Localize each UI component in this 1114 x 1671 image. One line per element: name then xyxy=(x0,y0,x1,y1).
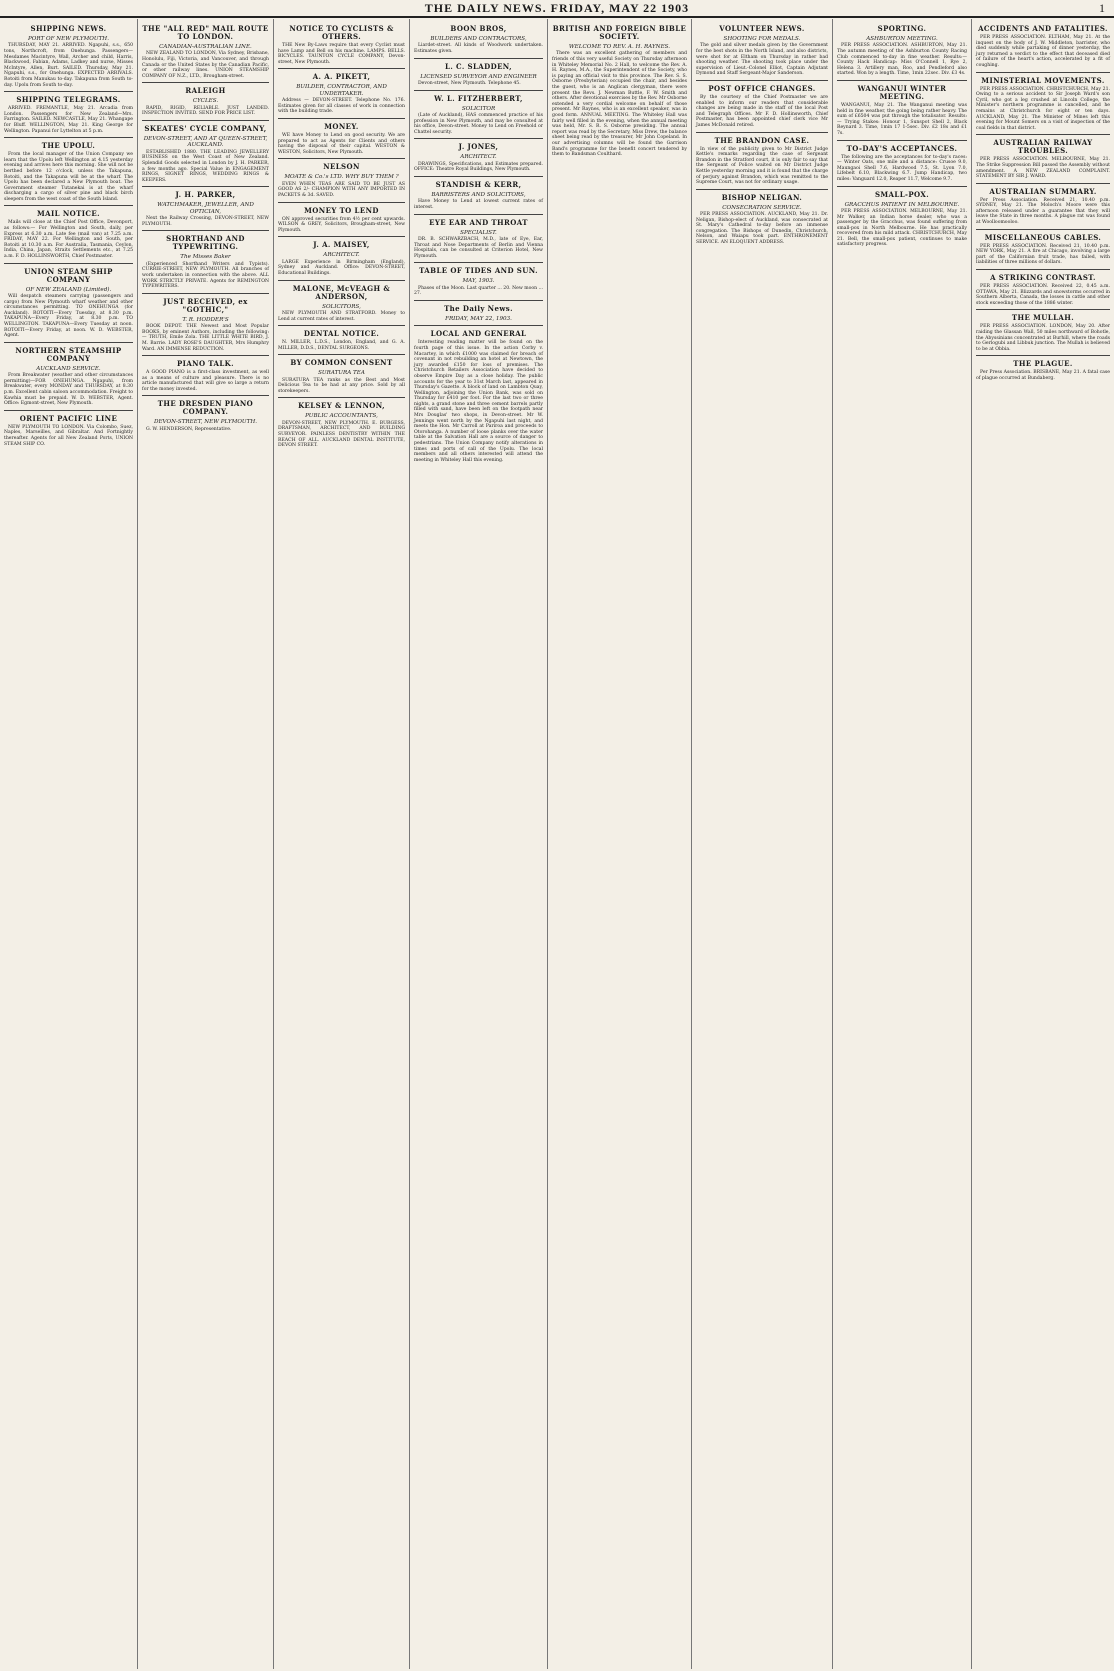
section-divider xyxy=(837,80,967,81)
section-divider xyxy=(976,134,1110,135)
article-body: The gold and silver medals given by the Government for the best shots in the North Island, and also districts, were shot for at Eltham on Thursday in rather bad shooting weather. The shooting took place under the supervision of Lieut.-Colonel Elliot, Captain Adjutant Dymond and Staff Sergeant-Major Sanderson. xyxy=(696,43,828,77)
article xyxy=(4,137,133,202)
article-subheading: LICENSED SURVEYOR AND ENGINEER xyxy=(420,73,537,80)
article-subheading: CONSECRATION SERVICE. xyxy=(722,204,802,211)
article-body: From the local manager of the Union Company we learn that the Upolu left Wellington at 4.15 yesterday evening and arrives here this morning. She will not be berthed before 12 o'clock, unless the Takapuna, Rotoiti, and the Takapuna will be at the wharf. The Upolu has been declared a New Plymouth boat. The Government steamer Tutanekai is at the wharf discharging a cargo of silver pine and black birch sleepers from the west coast of the South Island. xyxy=(4,152,133,202)
article xyxy=(696,80,828,129)
section-divider xyxy=(414,214,543,215)
article xyxy=(414,25,543,55)
section-divider xyxy=(142,186,269,187)
section-divider xyxy=(278,325,405,326)
article-body: In view of the publicity given to Mr District Judge Kettle's remarks regarding the case of Sergeant Brandon in the Stratford court, it is only fair to say that the Sergeant of Police waited on Mr District Judge Kettle yesterday morning and it is found that the charge of perjury against Brandon, which was remitted to the Supreme Court, was not for ordinary usage. xyxy=(696,146,828,186)
article-subheading: OF NEW ZEALAND (Limited). xyxy=(25,286,112,293)
masthead xyxy=(0,0,1114,18)
section-divider xyxy=(976,72,1110,73)
article-body: SURATURA TEA ranks as the Best and Most Delicious Tea to be had at any price. Sold by all storekeepers. xyxy=(278,377,405,394)
article-subheading: PORT OF NEW PLYMOUTH. xyxy=(28,36,109,42)
article-body: PER PRESS ASSOCIATION. CHRISTCHURCH, May 21. Owing to a serious accident to Sir Joseph Ward's son Cyril, who got a leg crushed at Lincoln College, the Minister's northern programme is cancelled, and he remains at Christchurch for eight or ten days. AUCKLAND, May 21. The Minister of Mines left this evening for Mount Somers on a visit of inspection of the coal fields in that district. xyxy=(976,86,1110,131)
section-divider xyxy=(414,325,543,326)
article-heading: W. L. FITZHERBERT, xyxy=(434,93,523,103)
article xyxy=(414,325,543,463)
article-heading: MAIL NOTICE. xyxy=(37,209,100,219)
article-heading: NOTICE TO CYCLISTS & OTHERS. xyxy=(289,24,394,41)
article-heading: MALONE, McVEAGH & ANDERSON, xyxy=(292,283,391,301)
column-2 xyxy=(138,19,274,1669)
article xyxy=(278,25,405,65)
article-body: Liardet-street. All kinds of Woodwork undertaken. Estimates given. xyxy=(414,43,543,54)
article xyxy=(278,236,405,276)
article-heading: SHORTHAND AND TYPEWRITING. xyxy=(166,234,245,252)
article xyxy=(278,354,405,394)
article-heading: SHIPPING TELEGRAMS. xyxy=(16,95,121,105)
article-heading: MISCELLANEOUS CABLES. xyxy=(984,232,1102,242)
article-body: DR. B. SCHWARZBACH, M.D., late of Eye, Ear, Throat and Nose Departments of Berlin and Vienna Hospitals, can be consulted at Criterion Hotel, New Plymouth. xyxy=(414,236,543,259)
article-subheading: FRIDAY, MAY 22, 1903. xyxy=(445,315,512,322)
section-divider xyxy=(414,176,543,177)
article-subheading: T. R. HODDER'S xyxy=(182,316,229,323)
section-divider xyxy=(278,118,405,119)
article-body: DEVON-STREET, NEW PLYMOUTH. E. BURGESS, DRAFTSMAN, ARCHITECT, AND BUILDING SURVEYOR. PAINLESS DENTISTRY WITHIN THE REACH OF ALL. AUCKLAND DENTAL INSTITUTE, DEVON STREET. xyxy=(278,420,405,449)
section-divider xyxy=(837,140,967,141)
article-body: LARGE Experience in Birmingham (England), Sydney and Auckland. Office: DEVON-STREET, Educational Buildings. xyxy=(278,259,405,276)
article-subheading: ARCHITECT. xyxy=(323,252,360,259)
article-body: (Experienced Shorthand Writers and Typists). CURRIE-STREET, NEW PLYMOUTH. All branches of work undertaken in connection with the above. ALL WORK STRICTLY PRIVATE. Agents for REMINGTON TYPEWRITERS. xyxy=(142,261,269,290)
article xyxy=(976,229,1110,266)
page-number: 1 xyxy=(1099,1,1106,15)
article-body: Devon-street, New Plymouth. Telephone 45. xyxy=(418,81,521,86)
article-heading: MONEY TO LEND xyxy=(304,205,379,215)
article xyxy=(142,120,269,183)
article-heading: LOCAL AND GENERAL xyxy=(430,329,527,339)
article-heading: SKEATES' CYCLE COMPANY, xyxy=(144,123,267,133)
article-heading: TO-DAY'S ACCEPTANCES. xyxy=(846,143,958,153)
article-subheading: BUILDERS AND CONTRACTORS, xyxy=(430,36,527,42)
article xyxy=(142,355,269,392)
article-body: Will despatch steamers carrying (passengers and cargo) from New Plymouth wharf weather and other circumstances permitting. TO ONEHUNGA (for Auckland). ROTOITI—Every Tuesday, at 8.30 p.m. TAKAPUNA—Every Friday, at 8.30 p.m. TO WELLINGTON. TAKAPUNA—Every Tuesday at noon. ROTOITI—Every Friday, at noon. W. D. WEBSTER, Agent. xyxy=(4,294,133,339)
section-divider xyxy=(976,183,1110,184)
article-body: Mails will close at the Chief Post Office, Devonport, as follows:— For Wellington and South, daily, per Express at 6.30 a.m. Late fee (mail van) at 7.25 a.m. FRIDAY, MAY 22. For Wellington and South, per Rotoiti at 10.30 a.m. For Australia, Tasmania, Ceylon, India, China, Japan, Straits Settlements etc., at 7.25 a.m. F. D. HOLLINSWORTH, Chief Postmaster. xyxy=(4,220,133,260)
section-divider xyxy=(142,230,269,231)
article xyxy=(414,214,543,260)
article-heading: L. C. SLADDEN, xyxy=(445,61,512,71)
article-heading: THE PLAGUE. xyxy=(1013,359,1073,369)
article-heading: THE "ALL RED" MAIL ROUTE TO LONDON. xyxy=(142,24,269,41)
article xyxy=(4,25,133,88)
article-heading: THE BRANDON CASE. xyxy=(714,135,810,145)
article xyxy=(414,176,543,211)
article-body: BOOK DEPOT. THE Newest and Most Popular BOOKS, by eminent Authors, including the following:— TRUTH, Emile Zola. THE LITTLE WHITE BIRD, J. M. Barrie. LADY ROSE'S DAUGHTER, Mrs Humphry Ward. AN IMMENSE REDUCTION. xyxy=(142,324,269,352)
article xyxy=(278,280,405,323)
article xyxy=(976,25,1110,69)
section-divider xyxy=(4,205,133,206)
article-heading: UNION STEAM SHIP COMPANY xyxy=(24,266,113,284)
article-body: There was an excellent gathering of members and friends of this very useful Society on Thursday afternoon in Whiteley Memorial No. 2 Hall, to welcome the Rev. A. H. Raynes, M.A., the Superintendent of the Society, who is paying an official visit to this province. The Rev. S. S. Osborne (Presbyterian) occupied the chair, and besides the guest, who is an Anglican clergyman, there were present the Revs. J. Newman Buttle, F. W. Smith and others. After devotional exercises by the Rev. Mr Osborne extended a very cordial welcome on behalf of those present. Mr Raynes, who is an excellent speaker, was in good form. ANNUAL MEETING. The Whiteley Hall was fairly well filled in the evening, when the annual meeting was held, Mr. S. R. S. Osborne presiding. The annual report was read by the Secretary, Miss Drew, the balance sheet being read by the treasurer, Mr John Copeland. In our advertising columns will be found the Garrison Band's programme for the benefit concert tendered by them to Bandsman Coulthard. xyxy=(552,51,687,158)
article xyxy=(976,355,1110,381)
article-heading: MONEY. xyxy=(324,121,359,131)
article-subheading: SHOOTING FOR MEDALS. xyxy=(723,36,801,42)
article-subheading: BUILDER, CONTRACTOR, AND UNDERTAKER. xyxy=(296,84,387,97)
article-subheading: ASHBURTON MEETING. xyxy=(866,36,938,42)
article xyxy=(142,25,269,79)
article xyxy=(278,325,405,351)
article xyxy=(142,293,269,352)
section-divider xyxy=(4,342,133,343)
section-divider xyxy=(142,355,269,356)
section-divider xyxy=(278,158,405,159)
article-subheading: SOLICITORS, xyxy=(322,303,361,310)
article-heading: TABLE OF TIDES AND SUN. xyxy=(419,266,538,276)
article xyxy=(278,158,405,198)
article-heading: DENTAL NOTICE. xyxy=(303,329,380,339)
article xyxy=(142,82,269,117)
article-heading: PIANO TALK. xyxy=(176,359,234,369)
article-body: NEW PLYMOUTH TO LONDON. Via Colombo, Suez, Naples, Marseilles, and Gibraltar. And Fortnightly thereafter. Agents for all New Zealand Ports, UNION STEAM SHIP CO. xyxy=(4,424,133,447)
article-heading: ORIENT PACIFIC LINE xyxy=(19,413,118,423)
article-body: Interesting reading matter will be found on the fourth page of this issue. In the action Corby v. Macartey, in which £1000 was claimed for breach of covenant in not rebuilding an hotel at Newtown, the jury awarded £150 for loss of premises. The Christchurch Retailers Association have decided to observe Empire Day as a close holiday. The public accounts for the year to 31st March last, appeared in Thursday's Gazette. A block of land on Lambton Quay, Wellington, adjoining the Union Bank, was sold on Thursday for £410 per foot. For the last two or three nights, a grand stone and three cement barrels partly filled with sand, have been left on the footpath near Mrs Douglas' two shops, in Devon-street. Mr W. Jennings went north by the Ngapuhi last night, and meets the Hon. Mr Carroll at Pariroa and proceeds to Otorohanga. A number of loose planks over the water table at the Salvation Hall are a source of danger to pedestrians. The Union Company notify alterations in times and ports of call of the Upolu. The local members and all others interested will attend the meeting in Whiteley Hall this evening. xyxy=(414,340,543,463)
section-divider xyxy=(278,397,405,398)
article-body: PER PRESS ASSOCIATION. Received 22, 0.45 a.m. OTTAWA, May 21. Blizzards and snowstorms occurred in Southern Alberta, Canada, the losses in cattle and other stock exceeding those of the 1886 winter. xyxy=(976,284,1110,306)
article-subheading: DEVON-STREET, AND AT QUEEN-STREET, AUCKLAND. xyxy=(143,135,268,149)
column-6 xyxy=(692,19,833,1669)
article-heading: RALEIGH xyxy=(185,86,226,96)
article xyxy=(976,134,1110,179)
section-divider xyxy=(837,186,967,187)
article-body: PER PRESS ASSOCIATION. LONDON, May 20. After raiding the Glassan Wall, 50 miles northward of Bohotle, the Abyssinians concentrated at Burhill, where the roads to Gerlogubi and Libbuk junction. The Mullah is believed to be at Obbia. xyxy=(976,324,1110,352)
article xyxy=(4,205,133,259)
article-subheading: SURATURA TEA xyxy=(318,370,365,377)
column-7 xyxy=(833,19,972,1669)
article xyxy=(4,91,133,134)
article-body: Per Press Association. BRISBANE, May 21. A fatal case of plague occurred at Bundaberg. xyxy=(976,370,1110,381)
masthead-title: THE DAILY NEWS. FRIDAY, MAY 22 1903 xyxy=(424,1,690,15)
article xyxy=(414,90,543,136)
section-divider xyxy=(4,137,133,138)
article xyxy=(142,230,269,289)
section-divider xyxy=(696,132,828,133)
article-body: N. MILLER, L.D.S., London, England, and G. A. MILLER, D.D.S., DENTAL SURGEONS. xyxy=(278,340,405,351)
article-heading: A STRIKING CONTRAST. xyxy=(990,273,1096,283)
section-divider xyxy=(414,138,543,139)
article xyxy=(976,183,1110,226)
article-heading: J. JONES, xyxy=(458,142,499,152)
article xyxy=(837,140,967,183)
section-divider xyxy=(142,293,269,294)
section-divider xyxy=(414,58,543,59)
article-body: WE have Money to Lend on good security. We are prepared to act as Agents for Clients and others having the disposal of their capital. WESTON & WESTON, Solicitors, New Plymouth. xyxy=(278,132,405,155)
section-divider xyxy=(278,68,405,69)
article xyxy=(837,80,967,137)
article-heading: NELSON xyxy=(323,162,360,172)
article-heading: A. A. PIKETT, xyxy=(312,72,371,82)
article-body: PER PRESS ASSOCIATION. Received 21, 10.40 p.m. NEW YORK, May 21. A fire at Chicago, involving a large part of the Californian fruit trade, has failed, with liabilities of three millions of dollars. xyxy=(976,243,1110,266)
section-divider xyxy=(696,189,828,190)
article xyxy=(278,202,405,234)
article-subheading: AUCKLAND SERVICE. xyxy=(36,365,101,372)
columns-container xyxy=(0,19,1114,1671)
section-divider xyxy=(278,280,405,281)
article-heading: ACCIDENTS AND FATALITIES. xyxy=(978,24,1108,33)
article xyxy=(4,410,133,447)
article-body: PER PRESS ASSOCIATION. ASHBURTON, May 21. The autumn meeting of the Ashburton County Racing Club commenced to-day in fine weather. Results:— County Hack Handicap: Miss O'Connell 1, Rye 2, Helena 3. Artillery man, Roo, and Pendleford also started. Won by a length. Time, 1min 22sec. Div. £3 4s. xyxy=(837,43,967,77)
article-body: Have Money to Lend at lowest current rates of interest. xyxy=(414,199,543,210)
article-subheading: CYCLES. xyxy=(192,98,219,105)
article xyxy=(976,72,1110,132)
article-heading: AUSTRALIAN RAILWAY TROUBLES. xyxy=(993,138,1093,156)
column-1 xyxy=(0,19,138,1669)
article-heading: THE MULLAH. xyxy=(1011,313,1075,323)
article xyxy=(414,262,543,297)
section-divider xyxy=(976,269,1110,270)
article xyxy=(696,25,828,77)
article-body: NEW PLYMOUTH AND STRATFORD. Money to Lend at current rates of interest. xyxy=(278,310,405,322)
article-subheading: DEVON-STREET, NEW PLYMOUTH. xyxy=(153,419,258,426)
column-4 xyxy=(410,19,548,1669)
article-body: THURSDAY, MAY 21. ARRIVED. Ngapuhi, s.s., 650 tons, Northcroft, from Onehunga. Passengers—Mesdames Macintyre, Wall, Archer and child, Harris, Blackwood, Fabian, Adams, Ladkey and nurse, Misses McIntyre, Allen, Burt. SAILED. Thursday, May 21. Ngapuhi, s.s., for Onehunga. EXPECTED ARRIVALS. Rotoiti from Manukau to-day. Takapuna from South to-day. Upolu from South to-day. xyxy=(4,43,133,88)
article xyxy=(837,186,967,249)
article-subheading: SPECIALIST. xyxy=(460,229,497,236)
article-heading: EYE EAR AND THROAT xyxy=(429,217,528,227)
article-body: Phases of the Moon. Last quarter ... 20. New moon ... 27. xyxy=(414,285,543,297)
section-divider xyxy=(142,120,269,121)
section-divider xyxy=(414,90,543,91)
article xyxy=(414,58,543,87)
section-divider xyxy=(142,395,269,396)
article xyxy=(142,186,269,227)
article-heading: SMALL-POX. xyxy=(874,189,930,199)
section-divider xyxy=(142,82,269,83)
section-divider xyxy=(976,309,1110,310)
section-divider xyxy=(414,300,543,301)
article-heading: VOLUNTEER NEWS. xyxy=(719,24,805,33)
article xyxy=(976,269,1110,306)
article-heading: BISHOP NELIGAN. xyxy=(721,192,803,202)
article-body: WANGANUI, May 21. The Wanganui meeting was held in fine weather, the going being rather heavy. The sum of £6504 was put through the totalisator. Results:— Trying Stakes: Honour 1, Sunspot Shell 2, Black Reynard 3. Time, 1min 17 1-5sec. Div. £2 18s and £1 7s. xyxy=(837,102,967,136)
article-heading: KELSEY & LENNON, xyxy=(298,401,385,411)
article-heading: THE DRESDEN PIANO COMPANY. xyxy=(157,399,254,417)
article xyxy=(278,118,405,155)
section-divider xyxy=(976,355,1110,356)
article-body: EVEN WHEN TEAS ARE SAID TO BE JUST AS GOOD AS 2/- CHAMPION WITH ANY IMPORTED IN PACKETS & 3d. SAVED. xyxy=(278,181,405,198)
article-heading: JUST RECEIVED, ex "GOTHIC," xyxy=(163,296,248,314)
section-divider xyxy=(414,262,543,263)
article-subheading: BARRISTERS AND SOLICITORS, xyxy=(431,191,526,198)
article-subheading: MOATE & Co.'s LTD. WHY BUY THEM ? xyxy=(284,174,399,181)
section-divider xyxy=(278,354,405,355)
article xyxy=(696,189,828,246)
article xyxy=(414,138,543,173)
article-body: (Late of Auckland), HAS commenced practice of his profession in New Plymouth, and may be consulted at his office, Devon-street. Money to Lend on Freehold or Chattel security. xyxy=(414,113,543,135)
article-body: PER PRESS ASSOCIATION. MELBOURNE, May 21. The Strike Suppression Bill passed the Assembly without amendment. A NEW ZEALAND COMPLAINT. STATEMENT BY SIR J. WARD. xyxy=(976,157,1110,180)
article-heading: BY COMMON CONSENT xyxy=(290,358,393,368)
column-3 xyxy=(274,19,410,1669)
article-subheading: CANADIAN-AUSTRALIAN LINE. xyxy=(159,44,252,50)
article-body: DRAWINGS, Specifications, and Estimates prepared. OFFICE: Theatre Royal Buildings, New Plymouth. xyxy=(414,161,543,173)
article-subheading: WELCOME TO REV. A. H. RAYNES. xyxy=(568,44,671,50)
article-heading: STANDISH & KERR, xyxy=(435,179,522,189)
article-heading: SHIPPING NEWS. xyxy=(30,24,107,33)
article-body: RAPID, RIGID, RELIABLE. JUST LANDED. INSPECTION INVITED. SEND FOR PRICE LIST. xyxy=(142,105,269,117)
article-subheading: WATCHMAKER, JEWELLER, AND OPTICIAN, xyxy=(157,202,254,215)
article xyxy=(142,395,269,432)
article xyxy=(414,300,543,322)
section-divider xyxy=(278,202,405,203)
article-subheading: PUBLIC ACCOUNTANTS, xyxy=(305,413,378,420)
section-divider xyxy=(4,263,133,264)
article-body: By the courtesy of the Chief Postmaster we are enabled to inform our readers that considerable changes are being made in the staff of the local Post and Telegraph Offices. Mr F. D. Hollinsworth, Chief Postmaster, has been appointed chief clerk vice Mr James McDonald retired. xyxy=(696,94,828,128)
article-body: The following are the acceptances for to-day's races:— Winter Oats, one mile and a distance: Crusoe 9.0, Maungaoi Shell 7.6, Hardwood 7.5, St. Lyon 7.0, Lifebelt 6.10, Blackwing 6.7. Jump Handicap, two miles: Vanguard 12.0, Reaper 11.7, Welcome 9.7. xyxy=(837,154,967,182)
article-body: PER PRESS ASSOCIATION. AUCKLAND, May 21. Dr. Neligan, Bishop-elect of Auckland, was consecrated at St. Mary's Cathedral to-day before an immense congregation. The Bishops of Dunedin, Christchurch, Nelson, and Waiapu took part. ENTHRONEMENT SERVICE. AN ELOQUENT ADDRESS. xyxy=(696,212,828,246)
section-divider xyxy=(278,236,405,237)
article-heading: THE UPOLU. xyxy=(41,141,96,151)
article-heading: NORTHERN STEAMSHIP COMPANY xyxy=(15,345,122,363)
article-heading: J. A. MAISEY, xyxy=(313,240,370,250)
article-body: G. W. HENDERSON, Representative. xyxy=(146,426,232,432)
article-body: Per Press Association. Received 21, 10.40 p.m. SYDNEY, May 21. The Moloch's Moore were this afternoon released under a guarantee that they will leave the State in three months. A plague rat was found at Woolloomooloo. xyxy=(976,197,1110,226)
article xyxy=(837,25,967,77)
article-subheading: SOLICITOR xyxy=(461,105,496,112)
column-8 xyxy=(972,19,1114,1669)
section-divider xyxy=(696,80,828,81)
article xyxy=(4,263,133,339)
section-divider xyxy=(4,410,133,411)
article-heading: BOON BROS, xyxy=(450,24,507,33)
article-body: Next the Railway Crossing, DEVON-STREET, NEW PLYMOUTH. xyxy=(142,216,269,227)
article-heading: The Daily News. xyxy=(444,303,513,313)
article xyxy=(976,309,1110,352)
article-body: Address — DEVON-STREET. Telephone No. 176. Estimates given for all classes of work in connection with the building trade. xyxy=(278,98,405,115)
article-body: PER PRESS ASSOCIATION. ELTHAM, May 21. At the inquest on the body of J. W. Middleton, barrister, who died suddenly while partaking of dinner yesterday, the jury returned a verdict to the effect that deceased died of failure of the heart's action, accelerated by a fit of coughing. xyxy=(976,35,1110,68)
article-heading: J. H. PARKER, xyxy=(175,190,236,200)
article-body: ON approved securities from 4½ per cent upwards. WILSON & GREY, Solicitors, Brougham-street, New Plymouth. xyxy=(278,216,405,233)
article-body: ARRIVED. FREMANTLE, May 21. Arcadia from London. Passengers for New Zealand—Mrs. Farrington. SAILED. NEWCASTLE, May 21. Whangape for Bluff. WELLINGTON, May 21. King George for Wellington. Papanui for Lyttelton at 5 p.m. xyxy=(4,106,133,134)
article-body: NEW ZEALAND TO LONDON, Via Sydney, Brisbane, Honolulu, Fiji, Victoria, and Vancouver, and through Canada or the United States by the Canadian Pacific, or other railway lines. UNION STEAMSHIP COMPANY OF N.Z., LTD., Brougham-street. xyxy=(142,51,269,79)
article-subheading: ARCHITECT. xyxy=(460,154,497,161)
article-heading: AUSTRALIAN SUMMARY. xyxy=(989,186,1097,196)
article-subheading: GRACCHUS PATIENT IN MELBOURNE. xyxy=(844,201,960,208)
section-divider xyxy=(4,91,133,92)
article-body: A GOOD PIANO is a first-class investment, as well as a means of culture and pleasure. There is no article manufactured that will give so large a return for the money invested. xyxy=(142,370,269,392)
article-body: THE New By-Laws require that every Cyclist must have Lamp and Bell on his machine. LAMPS. BELLS. BICYCLES. TAUNTON CYCLE COMPANY, Devon-street, New Plymouth. xyxy=(278,43,405,65)
article-heading: MINISTERIAL MOVEMENTS. xyxy=(981,75,1105,85)
article xyxy=(696,132,828,186)
article-heading: WANGANUI WINTER MEETING. xyxy=(857,83,947,101)
column-5 xyxy=(548,19,692,1669)
article xyxy=(4,342,133,407)
article-body: From Breakwater (weather and other circumstances permitting)—FOR ONEHUNGA. Ngapuhi, from Breakwater, every MONDAY and THURSDAY, at 8.30 p.m. Excellent cabin saloon accommodation. Freight to Kawhia must be prepaid. W. D. WEBSTER, Agent. Office: Egmont-street, New Plymouth. xyxy=(4,373,133,407)
article-subheading: MAY, 1903. xyxy=(462,278,495,285)
section-divider xyxy=(976,229,1110,230)
article-heading: BRITISH AND FOREIGN BIBLE SOCIETY. xyxy=(552,24,687,41)
article-body: PER PRESS ASSOCIATION. MELBOURNE, May 21. Mr Walker, an Indian horse dealer, who was a passenger by the Gracchus, was found suffering from small-pox in North Melbourne. He has practically recovered from his mild attack. CHRISTCHURCH, May 21. Bell, the small-pox patient, continues to make satisfactory progress. xyxy=(837,208,967,248)
article-body: ESTABLISHED 1880. THE LEADING JEWELLERY BUSINESS on the West Coast of New Zealand. Splendid Goods selected in London by J. H. PARKER, a few months ago. Special Value in ENGAGEMENT RINGS, SIGNET RINGS, WEDDING RINGS & KEEPERS. xyxy=(142,149,269,183)
article-subheading: The Misses Baker xyxy=(180,254,231,261)
article-heading: SPORTING. xyxy=(877,24,927,33)
article xyxy=(278,397,405,448)
article-heading: POST OFFICE CHANGES. xyxy=(708,83,816,93)
article xyxy=(552,25,687,158)
article xyxy=(278,68,405,115)
